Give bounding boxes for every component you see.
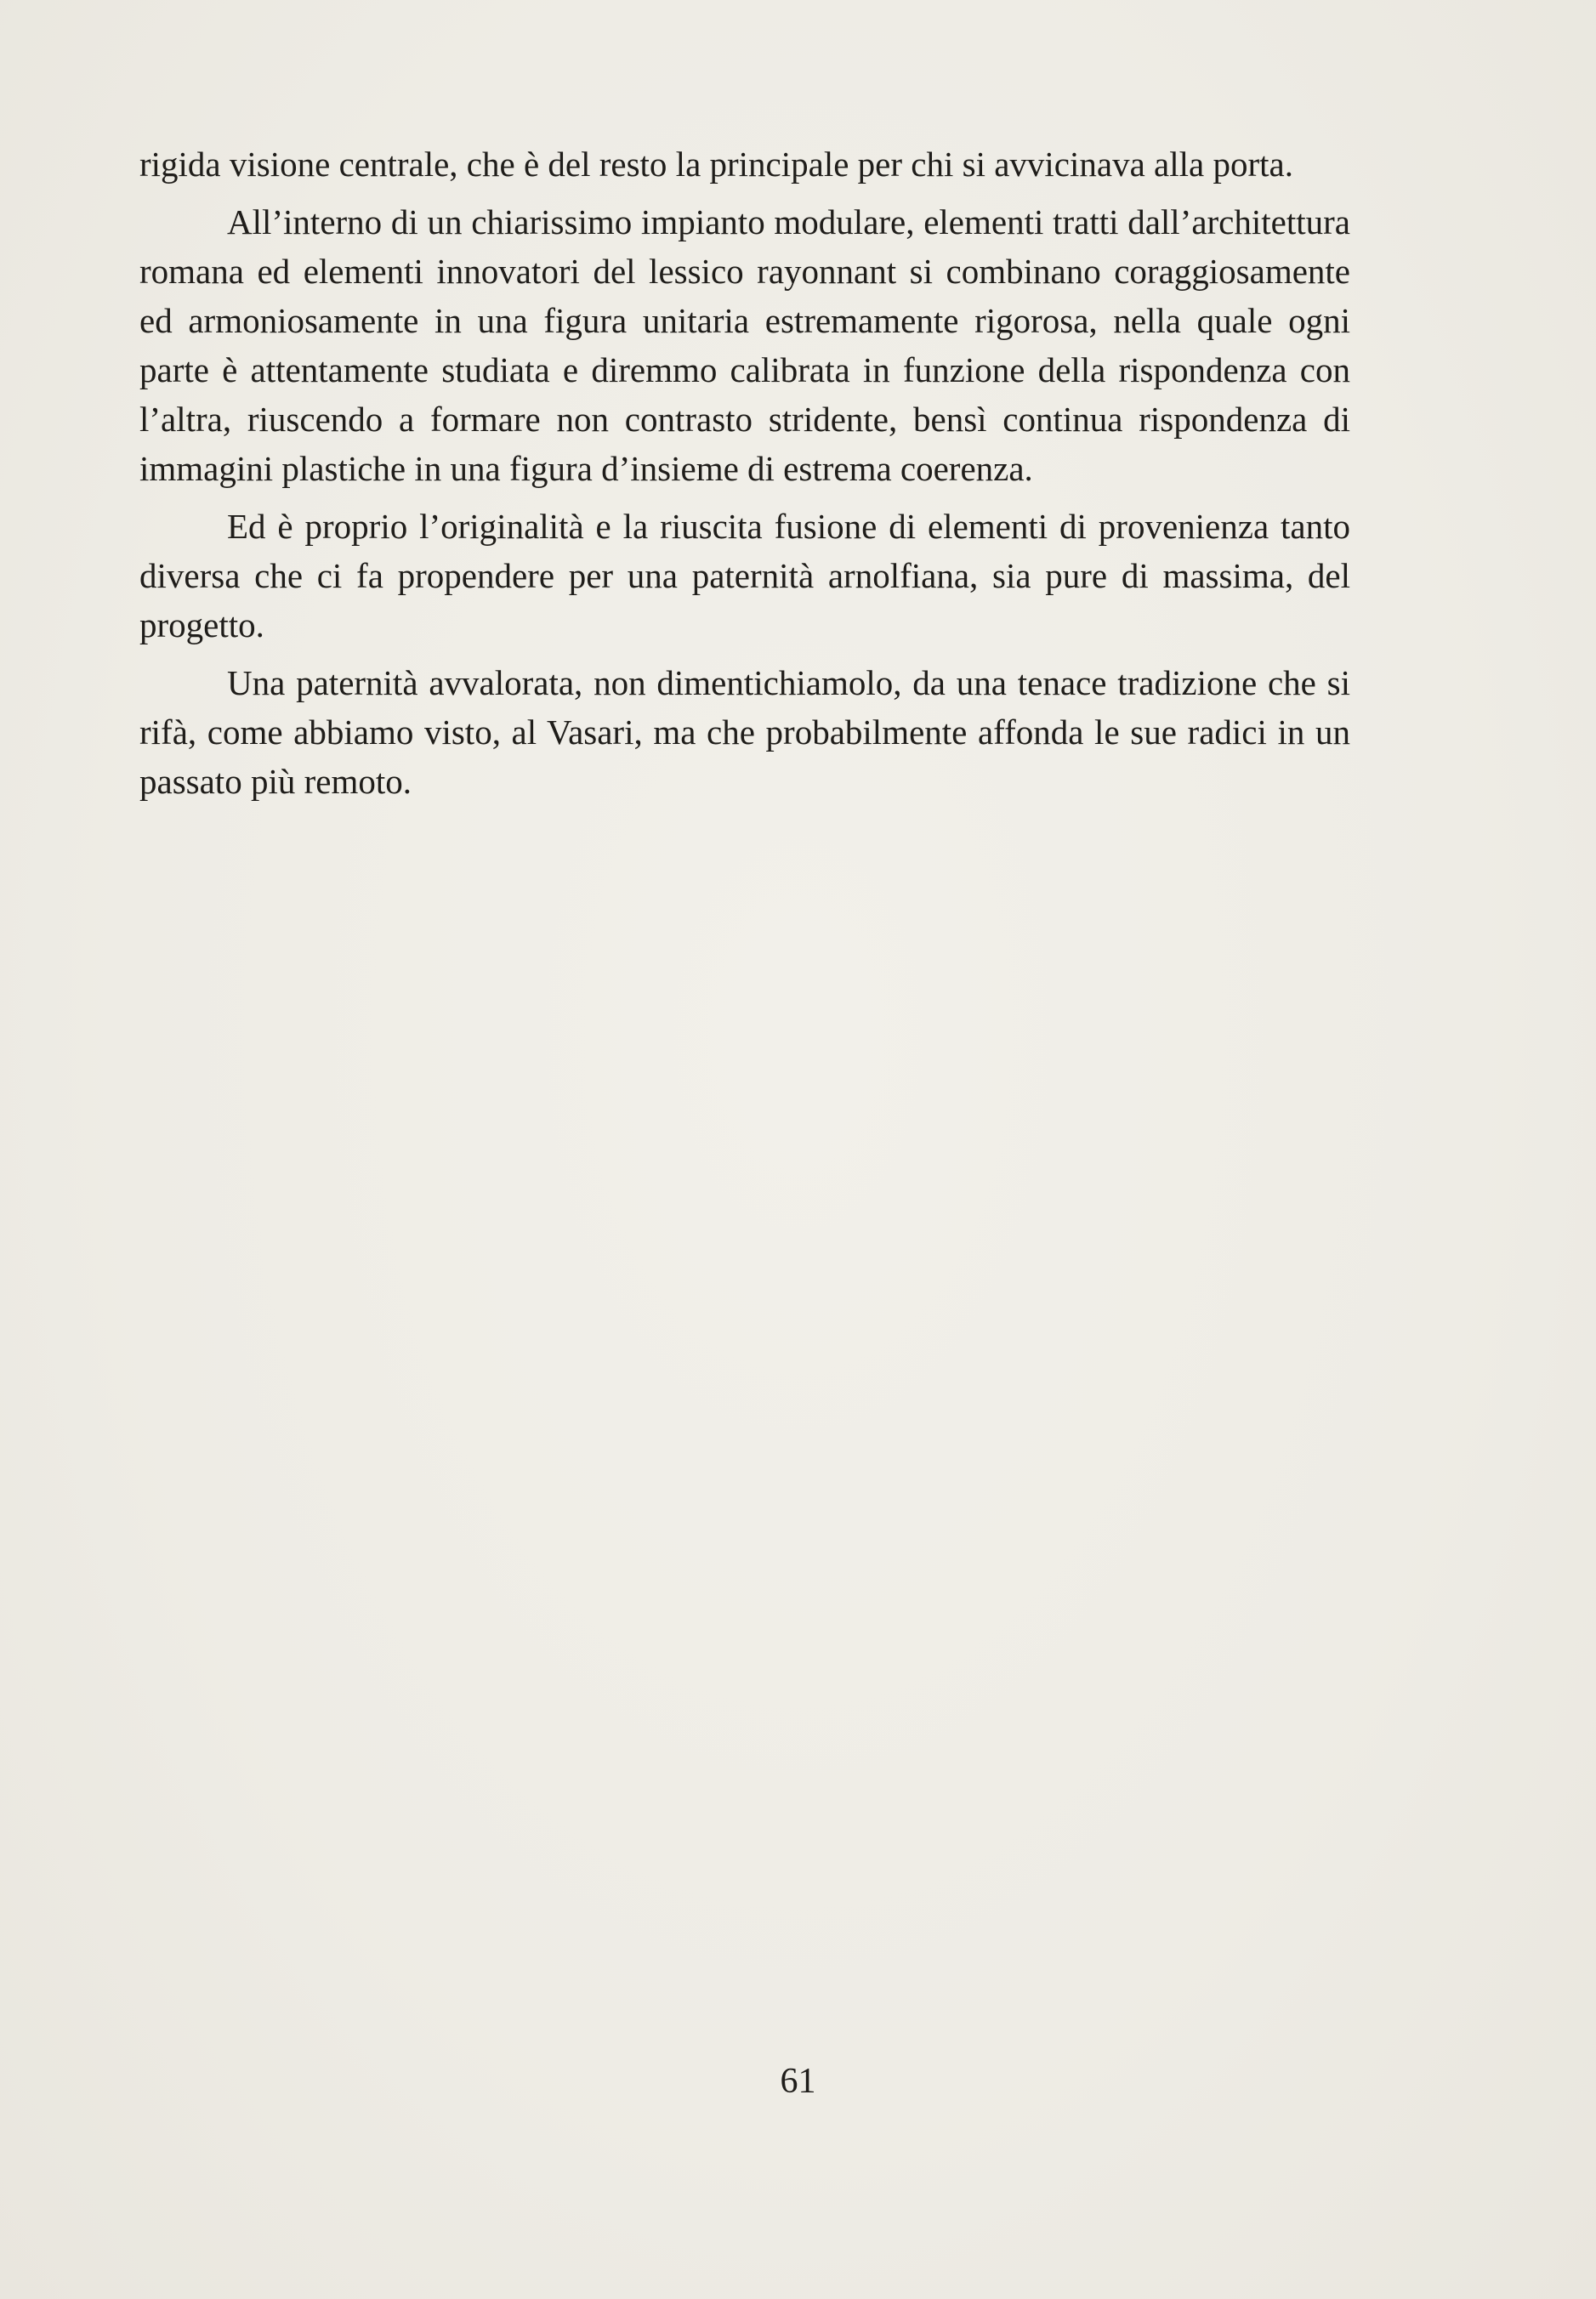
paragraph-paternity: Una paternità avvalorata, non dimentichiamolo, da una tenace tradizione che si rifà, come abbiamo visto, al Vasari, ma che probabilmente affonda le sue radici in un passato più remoto. xyxy=(139,663,1350,801)
paragraph-continuation: rigida visione centrale, che è del resto la principale per chi si avvicinava alla porta. xyxy=(139,145,1293,184)
page-number: 61 xyxy=(780,2062,816,2101)
paragraph-originality: Ed è proprio l’originalità e la riuscita fusione di elementi di provenienza tanto diversa che ci fa propendere per una paternità arnolfiana, sia pure di massima, del progetto. xyxy=(139,507,1350,644)
paragraph-architecture: All’interno di un chiarissimo impianto modulare, elementi tratti dall’architettura romana ed elementi innovatori del lessico rayonnant si combinano coraggiosamente ed armoniosamente in una figura unitaria estremamente rigorosa, nella quale ogni parte è attentamente studiata e diremmo calibrata in funzione della rispondenza con l’altra, riuscendo a formare non contrasto stridente, bensì continua rispondenza di immagini plastiche in una figura d’insieme di estrema coerenza. xyxy=(139,202,1350,488)
body-text xyxy=(139,139,1350,806)
